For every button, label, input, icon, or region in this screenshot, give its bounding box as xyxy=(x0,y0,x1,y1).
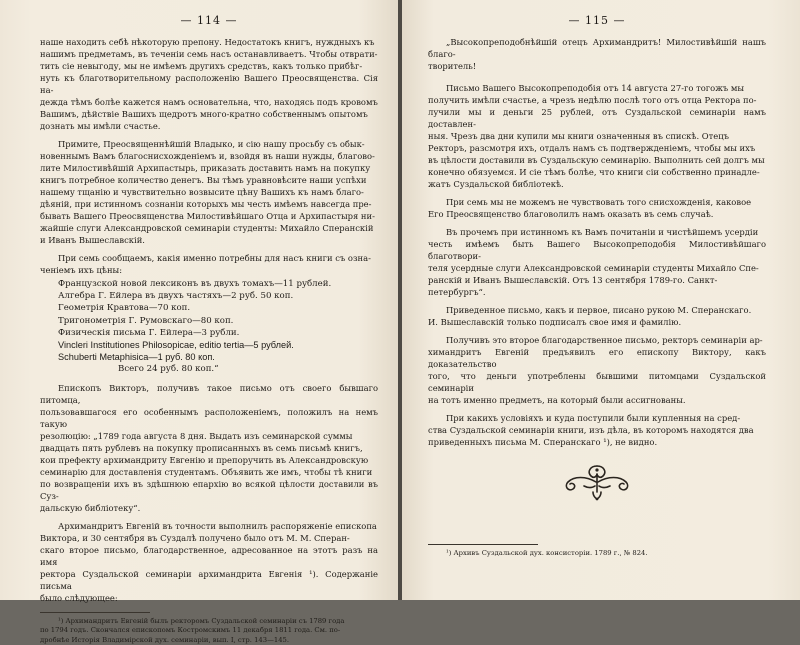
list-item: Алгебра Г. Ейлера въ двухъ частяхъ—2 руб. 50 коп. xyxy=(58,291,294,302)
text-line: Въ прочемъ при истинномъ къ Вамъ почитаніи и чистѣйшемъ усердіи xyxy=(446,227,759,237)
right-page xyxy=(402,0,800,600)
left-page xyxy=(0,0,398,644)
text-line: Приведенное письмо, какъ и первое, писано рукою М. Сперанскаго. xyxy=(446,305,752,315)
text-line: ректора Суздальской семинаріи архимандрита Евгенія ¹). Содержаніе письма xyxy=(40,568,378,591)
text-line: петербургъ“. xyxy=(428,287,486,297)
text-line: скаго второе письмо, благодарственное, адресованное на этотъ разъ на имя xyxy=(40,544,378,567)
footnote xyxy=(428,549,766,559)
footnote-area xyxy=(428,536,766,559)
text-line: дѣяній, при истинномъ сознаніи которыхъ мы честь имѣемъ навсегда пре- xyxy=(40,199,372,209)
footnote-line: ¹) Архимандритъ Евгеній былъ ректоромъ Суздальской семинаріи съ 1789 года xyxy=(58,616,345,625)
footnote-line: дробнѣе Исторія Владимірской дух. семинаріи, вып. І, стр. 143—145. xyxy=(40,635,289,644)
text-line: Его Преосвященство благоволилъ намъ оказать въ семь случаѣ. xyxy=(428,209,714,219)
footnote-line: ¹) Архивъ Суздальской дух. консисторіи. 1789 г., № 824. xyxy=(446,549,648,557)
text-line: Примите, Преосвященнѣйшій Владыко, и сію нашу просьбу съ обык- xyxy=(58,139,365,149)
text-line: жатъ Суздальской библіотекѣ. xyxy=(428,179,564,189)
text-line: нуть къ благотворительному расположенію Вашего Преосвященства. Сія на- xyxy=(40,73,378,95)
paragraph xyxy=(40,138,378,246)
book-list xyxy=(58,278,378,376)
paragraph xyxy=(428,82,766,190)
footnote xyxy=(40,617,378,645)
text-line: химандритъ Евгеній предъявилъ его епископу Виктору, какъ доказательство xyxy=(428,347,766,369)
text-line: Вашимъ, дѣйствіе Вашихъ щедротъ много-кратно собственнымъ опытомъ xyxy=(40,109,368,119)
list-item: Геометрія Кравтова—70 коп. xyxy=(58,303,191,314)
text-line: бывать Вашего Преосвященства Милостивѣйшаго Отца и Архипастыря ни- xyxy=(40,211,375,221)
text-line: При какихъ условіяхъ и куда поступили были купленныя на сред- xyxy=(446,413,741,423)
text-line: Архимандритъ Евгеній въ точности выполнилъ распоряженіе епископа xyxy=(58,520,377,531)
text-line: тить сіе невыгоду, мы не имѣемъ другихъ средствъ, какъ только прибѣг- xyxy=(40,61,363,71)
text-line: дознать мы имѣли счастье. xyxy=(40,121,161,131)
paragraph xyxy=(428,334,766,406)
list-item: Французской новой лексиконъ въ двухъ томахъ—11 рублей. xyxy=(58,279,332,289)
text-line: на тотъ именно предметъ, на который были ассигнованы. xyxy=(428,395,686,405)
text-line: При семь мы не можемъ не чувствовать того снисхожденія, каковое xyxy=(446,197,752,207)
list-item: Vincleri Institutiones Philosopicae, editio tertia—5 рублей. xyxy=(58,340,294,351)
paragraph xyxy=(428,36,766,72)
page-number: — 114 — xyxy=(180,14,238,27)
text-line: было слѣдующее: xyxy=(40,592,118,603)
text-line: Получивъ это второе благодарственное письмо, ректоръ семинаріи ар- xyxy=(446,335,763,345)
text-line: И. Вышеславскій только подписалъ свое имя и фамилію. xyxy=(428,317,682,327)
paragraph xyxy=(40,382,378,514)
footnote-rule xyxy=(40,612,150,613)
text-line: семинарію для доставленія студентамъ. Объявить же имъ, чтобы тѣ книги xyxy=(40,466,373,477)
list-item: Тригонометрія Г. Румовскаго—80 коп. xyxy=(58,315,234,326)
paragraph xyxy=(428,412,766,448)
text-line: При семь сообщаемъ, какія именно потребны для насъ книги съ озна- xyxy=(58,253,371,263)
paragraph xyxy=(428,304,766,328)
footnote-rule xyxy=(428,544,538,545)
text-line: по возвращеніи ихъ въ здѣшнюю епархію во всякой цѣлости доставили въ Суз- xyxy=(40,478,378,501)
list-item: Schuberti Metaphisica—1 руб. 80 коп. xyxy=(58,352,215,363)
text-line: жайшіе слуги Александровской семинаріи студенты: Михайло Сперанскій xyxy=(40,223,374,233)
text-line: и Иванъ Вышеславскій. xyxy=(40,235,145,245)
text-line: Ректоръ, разсмотря ихъ, отдалъ намъ съ подтвержденіемъ, чтобы мы ихъ xyxy=(428,143,756,153)
text-line: кои префекту архимандриту Евгенію и препоручить въ Александровскую xyxy=(40,454,369,465)
text-line: конечно обязуемся. И сіе тѣмъ болѣе, что книги сіи собственно принадле- xyxy=(428,167,760,177)
footnote-line: по 1794 годъ. Скончался епископомъ Костромскимъ 11 декабря 1811 года. См. по- xyxy=(40,626,341,635)
text-line: творитель! xyxy=(428,61,477,71)
text-line: Письмо Вашего Высокопреподобія отъ 14 августа 27-го тогожъ мы xyxy=(446,83,745,93)
text-line: лучили мы и деньги 25 рублей, отъ Суздальской семинаріи намъ доставлен- xyxy=(428,107,766,129)
text-line: честь имѣемъ быть Вашего Высокопреподобія Милостивѣйшаго благотвори- xyxy=(428,239,766,261)
paragraph xyxy=(428,196,766,220)
text-line: нашему тщанію и чувствительно возвысите цѣну Вашихъ къ намъ благо- xyxy=(40,187,364,197)
text-line: лите Милостивѣйшій Архипастырь, приказать доставить намъ на покупку xyxy=(40,163,371,173)
text-line: двадцать пять рублевъ на покупку прописанныхъ въ семь письмѣ книгъ, xyxy=(40,442,363,453)
text-line: ныя. Чрезъ два дни купили мы книги означенныя въ спискѣ. Отецъ xyxy=(428,131,729,141)
text-line: резолюцію: „1789 года августа 8 дня. Выдать изъ семинарской суммы xyxy=(40,430,353,441)
text-line: ства Суздальской семинаріи книги, изъ дѣла, въ которомъ находятся два xyxy=(428,425,754,435)
text-line: ченіемъ ихъ цѣны: xyxy=(40,265,123,275)
list-item: Физическія письма Г. Ейлера—3 рубли. xyxy=(58,327,240,338)
text-line: приведенныхъ письма М. Сперанскаго ¹), не видно. xyxy=(428,437,658,447)
text-line: нашимъ предметамъ, въ теченіи семь насъ останавливаетъ. Чтобы отврати- xyxy=(40,49,378,59)
text-line: получить имѣли счастье, а чрезъ недѣлю послѣ того отъ отца Ректора по- xyxy=(428,95,757,105)
list-total: Всего 24 руб. 80 коп.“ xyxy=(118,364,219,375)
text-line: теля усердные слуги Александровской семинаріи студенты Михайло Спе- xyxy=(428,263,759,273)
paragraph xyxy=(40,36,378,132)
text-line: новеннымъ Вамъ благоснисхожденіемъ и, взойдя въ наши нужды, благово- xyxy=(40,151,375,161)
text-line: въ цѣлости доставили въ Суздальскую семинарію. Выполнить сей долгъ мы xyxy=(428,155,765,165)
text-line: „Высокопреподобнѣйшій отецъ Архимандритъ! Милостивѣйшій нашъ благо- xyxy=(428,37,766,59)
ornament-icon xyxy=(428,462,766,502)
paragraph xyxy=(428,226,766,298)
text-line: книгъ потребное количество денегъ. Вы тѣмъ уравновѣсите наши успѣхи xyxy=(40,175,367,185)
text-line: ранскій и Иванъ Вышеславскій. Отъ 13 сентября 1789-го. Санкт- xyxy=(428,275,718,285)
paragraph xyxy=(40,252,378,276)
text-line: дежда тѣмъ болѣе кажется намъ основательна, что, находясь подъ кровомъ xyxy=(40,97,378,107)
text-line: наше находить себѣ нѣкоторую препону. Недостатокъ книгъ, нуждныхъ къ xyxy=(40,37,375,47)
text-line: пользовавшагося его особеннымъ расположеніемъ, положилъ на немъ такую xyxy=(40,406,378,429)
text-line: Виктора, и 30 сентября въ Суздалѣ получено было отъ М. М. Сперан- xyxy=(40,532,350,543)
text-line: дальскую библіотеку“. xyxy=(40,502,141,513)
page-number: — 115 — xyxy=(568,14,626,27)
text-line: того, что деньги употреблены бывшими питомцами Суздальской семинаріи xyxy=(428,371,766,393)
paragraph xyxy=(40,520,378,604)
text-line: Епископъ Викторъ, получивъ такое письмо отъ своего бывшаго питомца, xyxy=(40,382,378,405)
